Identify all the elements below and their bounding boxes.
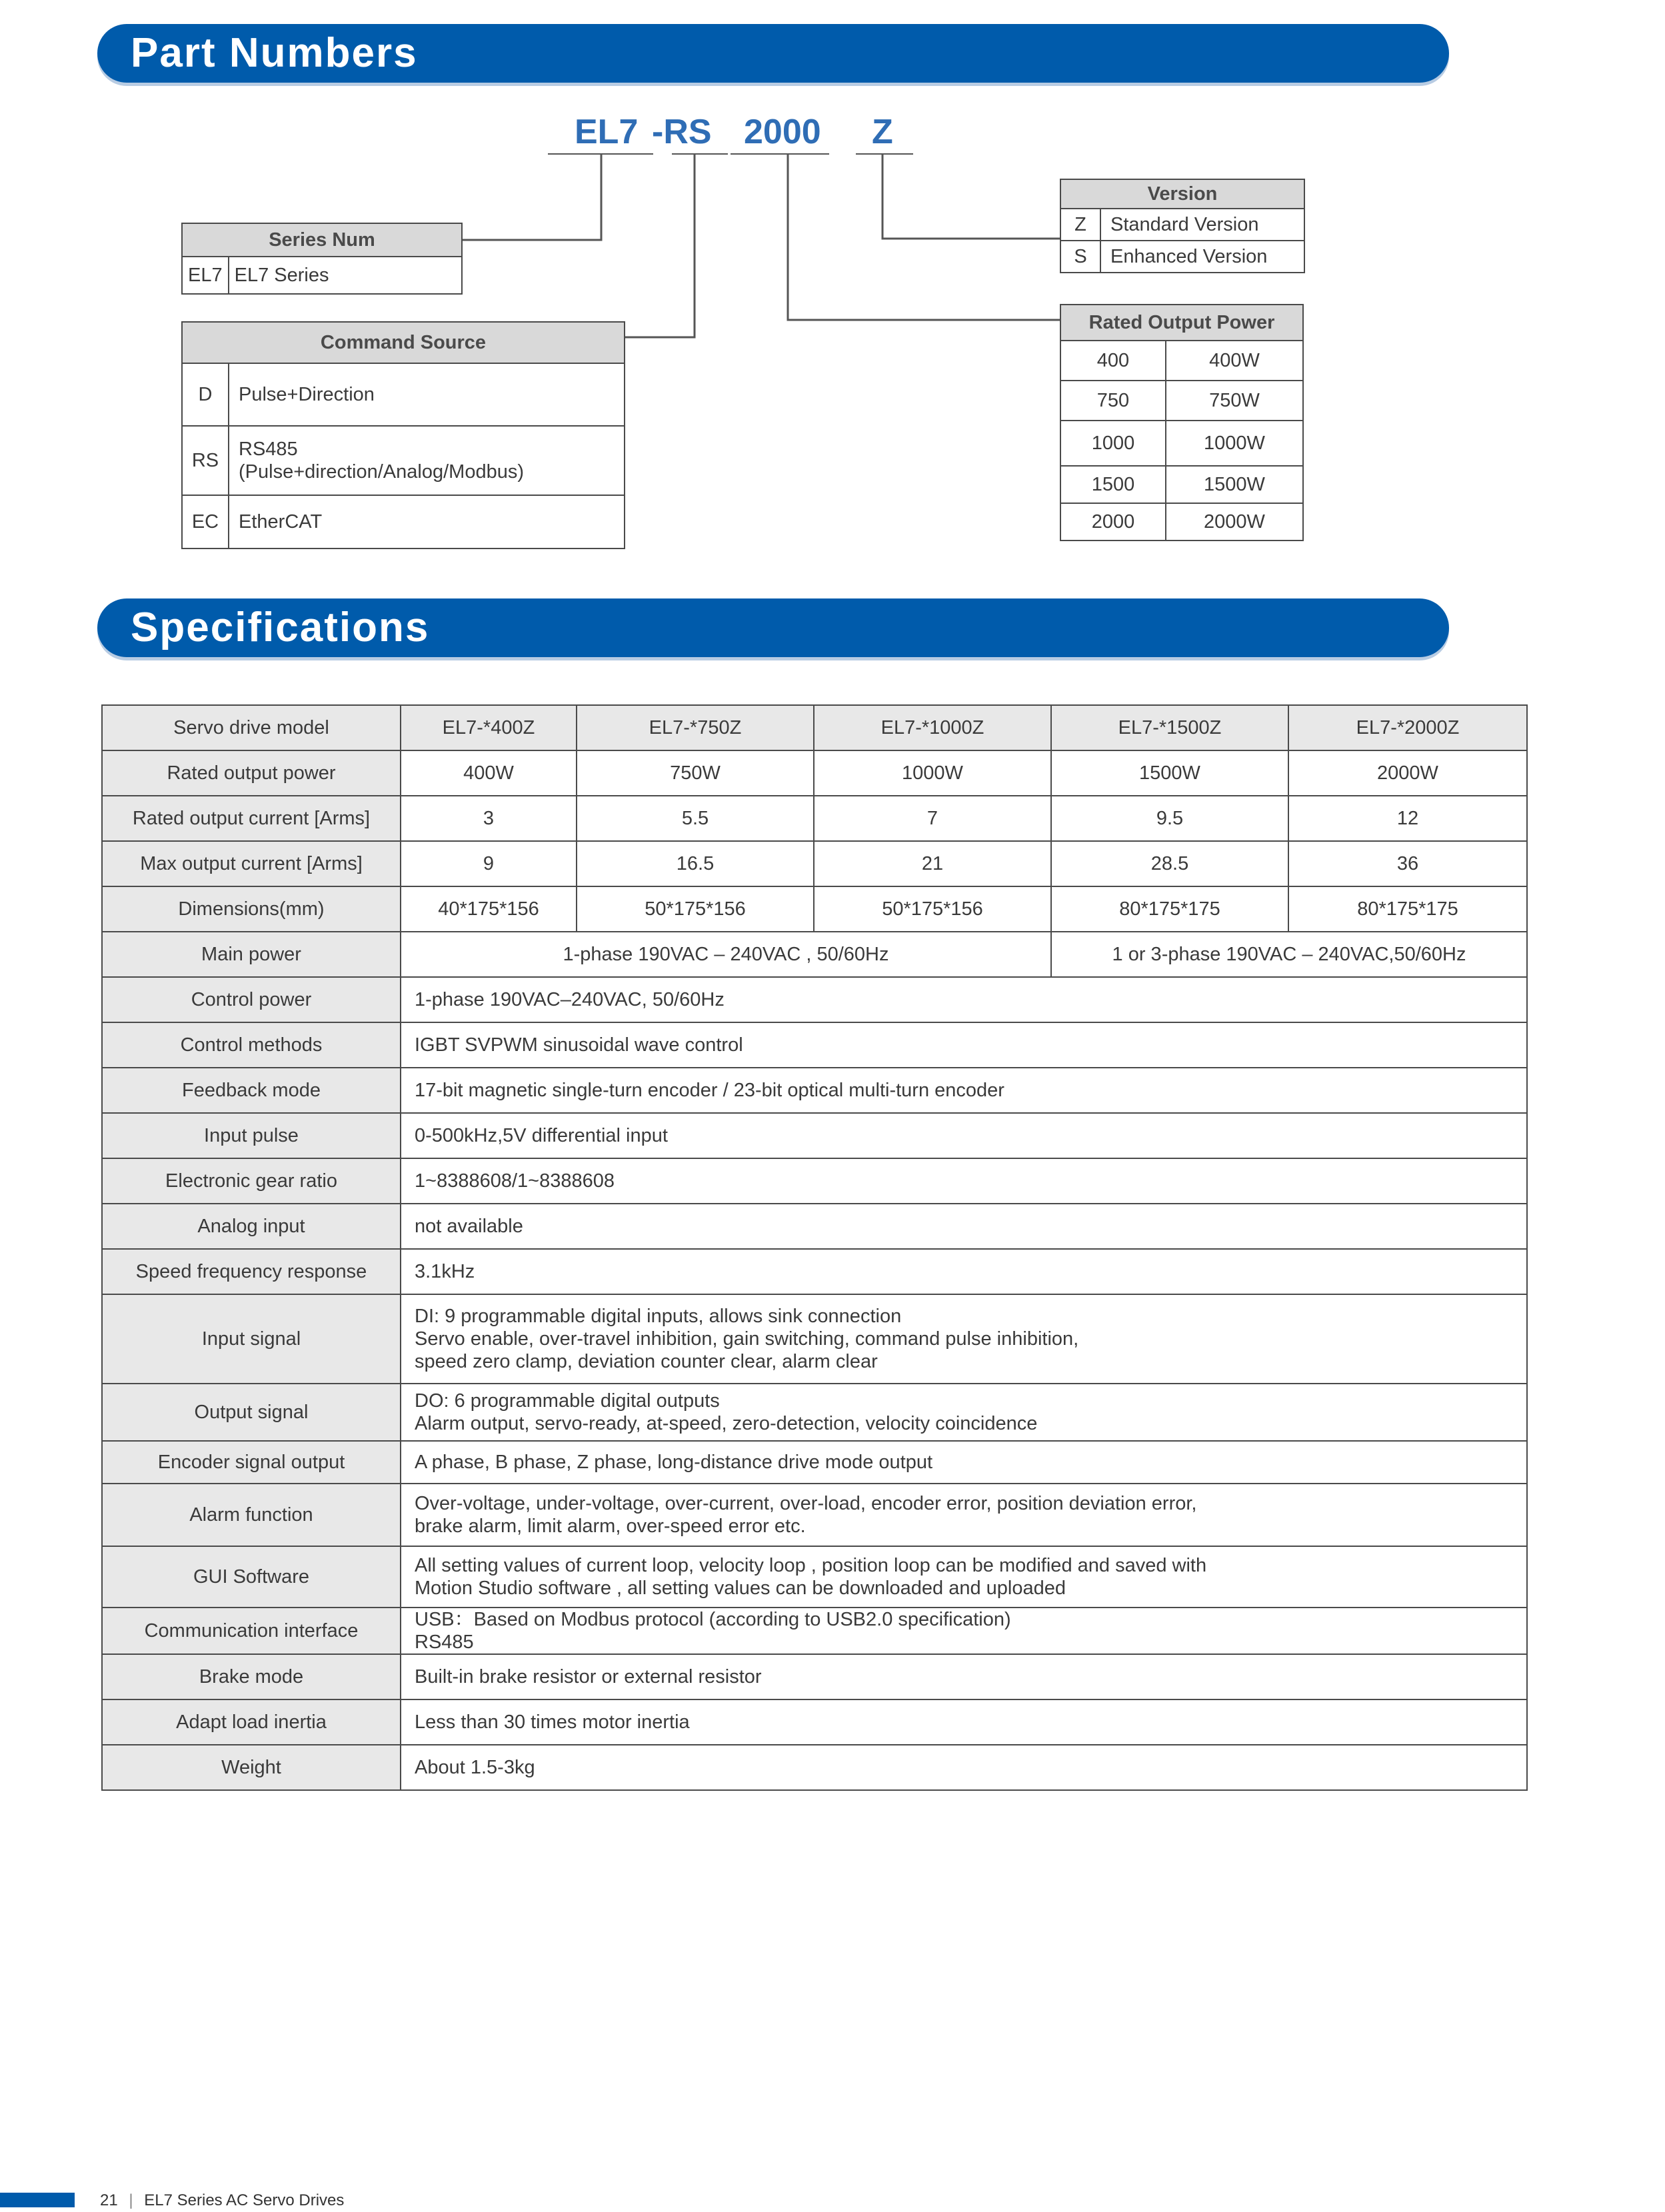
code-power: 2000 <box>744 113 821 151</box>
spec-value: 80*175*175 <box>1288 886 1527 932</box>
spec-value: 0-500kHz,5V differential input <box>401 1113 1527 1158</box>
spec-value: 12 <box>1288 796 1527 841</box>
spec-row-label: Feedback mode <box>102 1068 401 1113</box>
spec-value: 1~8388608/1~8388608 <box>401 1158 1527 1204</box>
spec-value: 80*175*175 <box>1051 886 1288 932</box>
spec-value: DI: 9 programmable digital inputs, allows sink connection Servo enable, over-travel inhibition, gain switching, command pulse inhibition, speed zero clamp, deviation counter clear, alarm clear <box>401 1294 1527 1384</box>
command-source-table <box>181 321 625 549</box>
spec-row-label: Main power <box>102 932 401 977</box>
spec-model-header: EL7-*1500Z <box>1051 705 1288 750</box>
spec-value: 7 <box>814 796 1051 841</box>
spec-model-header: EL7-*750Z <box>577 705 814 750</box>
rated-output-power-table <box>1060 304 1304 541</box>
spec-value: 1000W <box>814 750 1051 796</box>
command-desc: Pulse+Direction <box>229 363 625 426</box>
spec-row-label: Alarm function <box>102 1484 401 1546</box>
spec-value: 28.5 <box>1051 841 1288 886</box>
spec-value: 5.5 <box>577 796 814 841</box>
spec-row-label: Encoder signal output <box>102 1441 401 1484</box>
power-desc: 2000W <box>1166 503 1303 541</box>
spec-value: 9.5 <box>1051 796 1288 841</box>
command-connector <box>625 155 695 337</box>
spec-value: 2000W <box>1288 750 1527 796</box>
spec-row-label: Control methods <box>102 1022 401 1068</box>
spec-value: 9 <box>401 841 577 886</box>
version-connector <box>882 155 1060 239</box>
spec-value: 1 or 3-phase 190VAC – 240VAC,50/60Hz <box>1051 932 1527 977</box>
spec-value: 1-phase 190VAC – 240VAC , 50/60Hz <box>401 932 1051 977</box>
footer-accent-bar <box>0 2193 75 2207</box>
power-code: 750 <box>1060 381 1166 421</box>
spec-value: 400W <box>401 750 577 796</box>
footer-title: EL7 Series AC Servo Drives <box>144 2191 345 2209</box>
spec-row-label: Electronic gear ratio <box>102 1158 401 1204</box>
part-numbers-title: Part Numbers <box>131 30 418 76</box>
version-code: S <box>1060 241 1100 273</box>
page-footer <box>100 2191 344 2210</box>
command-code: D <box>182 363 229 426</box>
version-code: Z <box>1060 209 1100 241</box>
power-desc: 1000W <box>1166 421 1303 466</box>
spec-value: About 1.5-3kg <box>401 1745 1527 1790</box>
spec-value: 36 <box>1288 841 1527 886</box>
series-header: Series Num <box>182 223 462 257</box>
spec-value: 50*175*156 <box>577 886 814 932</box>
code-series: EL7 <box>575 113 639 151</box>
spec-value: 750W <box>577 750 814 796</box>
spec-value: 3.1kHz <box>401 1249 1527 1294</box>
code-command: -RS <box>652 113 712 151</box>
version-desc: Standard Version <box>1100 209 1304 241</box>
spec-value: IGBT SVPWM sinusoidal wave control <box>401 1022 1527 1068</box>
command-code: RS <box>182 426 229 495</box>
spec-row-label: Max output current [Arms] <box>102 841 401 886</box>
spec-value: 3 <box>401 796 577 841</box>
spec-value: Built-in brake resistor or external resistor <box>401 1654 1527 1699</box>
spec-value: 17-bit magnetic single-turn encoder / 23-bit optical multi-turn encoder <box>401 1068 1527 1113</box>
power-desc: 750W <box>1166 381 1303 421</box>
spec-value: 1500W <box>1051 750 1288 796</box>
spec-row-label: Communication interface <box>102 1608 401 1654</box>
spec-row-label: Adapt load inertia <box>102 1699 401 1745</box>
command-desc: RS485 (Pulse+direction/Analog/Modbus) <box>229 426 625 495</box>
series-connector <box>463 155 601 240</box>
spec-row-label: Control power <box>102 977 401 1022</box>
spec-value: 1-phase 190VAC–240VAC, 50/60Hz <box>401 977 1527 1022</box>
power-desc: 1500W <box>1166 466 1303 503</box>
power-code: 1500 <box>1060 466 1166 503</box>
power-code: 2000 <box>1060 503 1166 541</box>
spec-row-label: Rated output power <box>102 750 401 796</box>
spec-value: A phase, B phase, Z phase, long-distance drive mode output <box>401 1441 1527 1484</box>
spec-value: 16.5 <box>577 841 814 886</box>
command-code: EC <box>182 495 229 549</box>
spec-row-label: Brake mode <box>102 1654 401 1699</box>
spec-row-label: GUI Software <box>102 1546 401 1608</box>
power-code: 400 <box>1060 341 1166 381</box>
spec-value: 50*175*156 <box>814 886 1051 932</box>
version-desc: Enhanced Version <box>1100 241 1304 273</box>
command-source-header: Command Source <box>182 322 625 363</box>
spec-value: DO: 6 programmable digital outputs Alarm output, servo-ready, at-speed, zero-detection, velocity coincidence <box>401 1384 1527 1441</box>
spec-value: not available <box>401 1204 1527 1249</box>
spec-value: All setting values of current loop, velocity loop , position loop can be modified and saved with Motion Studio software , all setting values can be downloaded and uploaded <box>401 1546 1527 1608</box>
spec-row-label: Rated output current [Arms] <box>102 796 401 841</box>
spec-model-header: EL7-*400Z <box>401 705 577 750</box>
spec-row-label: Speed frequency response <box>102 1249 401 1294</box>
specifications-title: Specifications <box>131 604 430 650</box>
power-desc: 400W <box>1166 341 1303 381</box>
spec-value: USB：Based on Modbus protocol (according to USB2.0 specification) RS485 <box>401 1608 1527 1654</box>
spec-value: Over-voltage, under-voltage, over-current, over-load, encoder error, position deviation error, brake alarm, limit alarm, over-speed error etc. <box>401 1484 1527 1546</box>
page-number: 21 <box>100 2191 118 2209</box>
spec-header-label: Servo drive model <box>102 705 401 750</box>
spec-model-header: EL7-*2000Z <box>1288 705 1527 750</box>
power-connector <box>788 155 1060 320</box>
series-table <box>181 223 463 295</box>
power-header: Rated Output Power <box>1060 305 1303 341</box>
version-header: Version <box>1060 179 1304 209</box>
series-desc: EL7 Series <box>229 257 462 294</box>
footer-separator: | <box>129 2191 133 2209</box>
power-code: 1000 <box>1060 421 1166 466</box>
code-version: Z <box>872 113 893 151</box>
spec-row-label: Dimensions(mm) <box>102 886 401 932</box>
series-code: EL7 <box>182 257 229 294</box>
spec-row-label: Input signal <box>102 1294 401 1384</box>
spec-row-label: Input pulse <box>102 1113 401 1158</box>
command-desc: EtherCAT <box>229 495 625 549</box>
version-table <box>1060 179 1305 273</box>
spec-value: 21 <box>814 841 1051 886</box>
spec-value: 40*175*156 <box>401 886 577 932</box>
spec-row-label: Analog input <box>102 1204 401 1249</box>
spec-model-header: EL7-*1000Z <box>814 705 1051 750</box>
spec-value: Less than 30 times motor inertia <box>401 1699 1527 1745</box>
specifications-banner <box>97 598 1449 657</box>
specifications-table <box>101 704 1528 1791</box>
spec-row-label: Weight <box>102 1745 401 1790</box>
spec-row-label: Output signal <box>102 1384 401 1441</box>
